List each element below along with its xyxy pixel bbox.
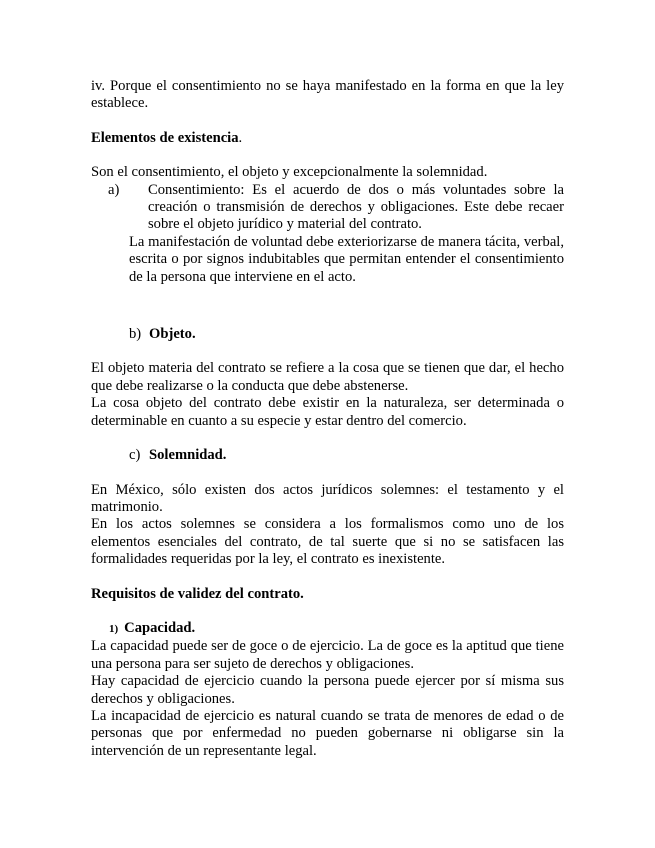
heading-requisitos-validez: [91, 586, 564, 603]
heading-text: Elementos de existencia: [91, 129, 239, 146]
heading-elementos-existencia: [91, 130, 564, 147]
subheading-capacidad: [91, 620, 564, 638]
paragraph-manifestacion: La manifestación de voluntad debe exteriorizarse de manera tácita, verbal, escrita o por signos indubitables que permitan entender el consentimiento de la persona que interviene en el acto.: [129, 233, 564, 285]
paragraph-iv: iv. Porque el consentimiento no se haya manifestado en la forma en que la ley establece.: [91, 78, 564, 112]
list-item-a: [91, 182, 564, 234]
paragraph-capacidad-3: La incapacidad de ejercicio es natural cuando se trata de menores de edad o de personas que por enfermedad no pueden gobernarse ni obligarse sin la intervención de un representante legal.: [91, 707, 564, 759]
paragraph-son: Son el consentimiento, el objeto y excepcionalmente la solemnidad.: [91, 164, 488, 181]
subheading-objeto: [91, 326, 564, 343]
paragraph-solemnidad-2: En los actos solemnes se considera a los formalismos como uno de los elementos esenciales del contrato, de tal suerte que si no se satisfacen las formalidades requeridas por la ley, el contrato es inexistente.: [91, 516, 564, 568]
list-label-b: b): [129, 326, 142, 343]
paragraph-capacidad-2: Hay capacidad de ejercicio cuando la persona puede ejercer por sí misma sus derechos y obligaciones.: [91, 673, 564, 707]
heading-validez-text: Requisitos de validez del contrato.: [91, 585, 304, 602]
list-label-c: c): [129, 447, 141, 464]
subheading-capacidad-text: Capacidad.: [124, 619, 196, 636]
list-text-a: Consentimiento: Es el acuerdo de dos o más voluntades sobre la creación o transmisión de derechos y obligaciones. Este debe recaer sobre el objeto jurídico y material del contrato.: [148, 181, 564, 233]
paragraph-solemnidad-1: En México, sólo existen dos actos jurídicos solemnes: el testamento y el matrimonio.: [91, 481, 564, 515]
paragraph-objeto-2: La cosa objeto del contrato debe existir en la naturaleza, ser determinada o determinable en cuanto a su especie y estar dentro del comercio.: [91, 395, 564, 429]
heading-dot: .: [238, 129, 243, 146]
list-label-1: 1): [109, 622, 119, 635]
paragraph-capacidad-1: La capacidad puede ser de goce o de ejercicio. La de goce es la aptitud que tiene una persona para ser sujeto de derechos y obligaciones.: [91, 638, 564, 672]
list-label-a: a): [108, 181, 120, 198]
subheading-solemnidad: [91, 447, 564, 464]
subheading-objeto-text: Objeto.: [149, 326, 196, 343]
subheading-solemnidad-text: Solemnidad.: [149, 447, 227, 464]
document-page: [91, 78, 564, 760]
paragraph-objeto-1: El objeto materia del contrato se refiere a la cosa que se tienen que dar, el hecho que debe realizarse o la conducta que debe abstenerse.: [91, 360, 564, 394]
